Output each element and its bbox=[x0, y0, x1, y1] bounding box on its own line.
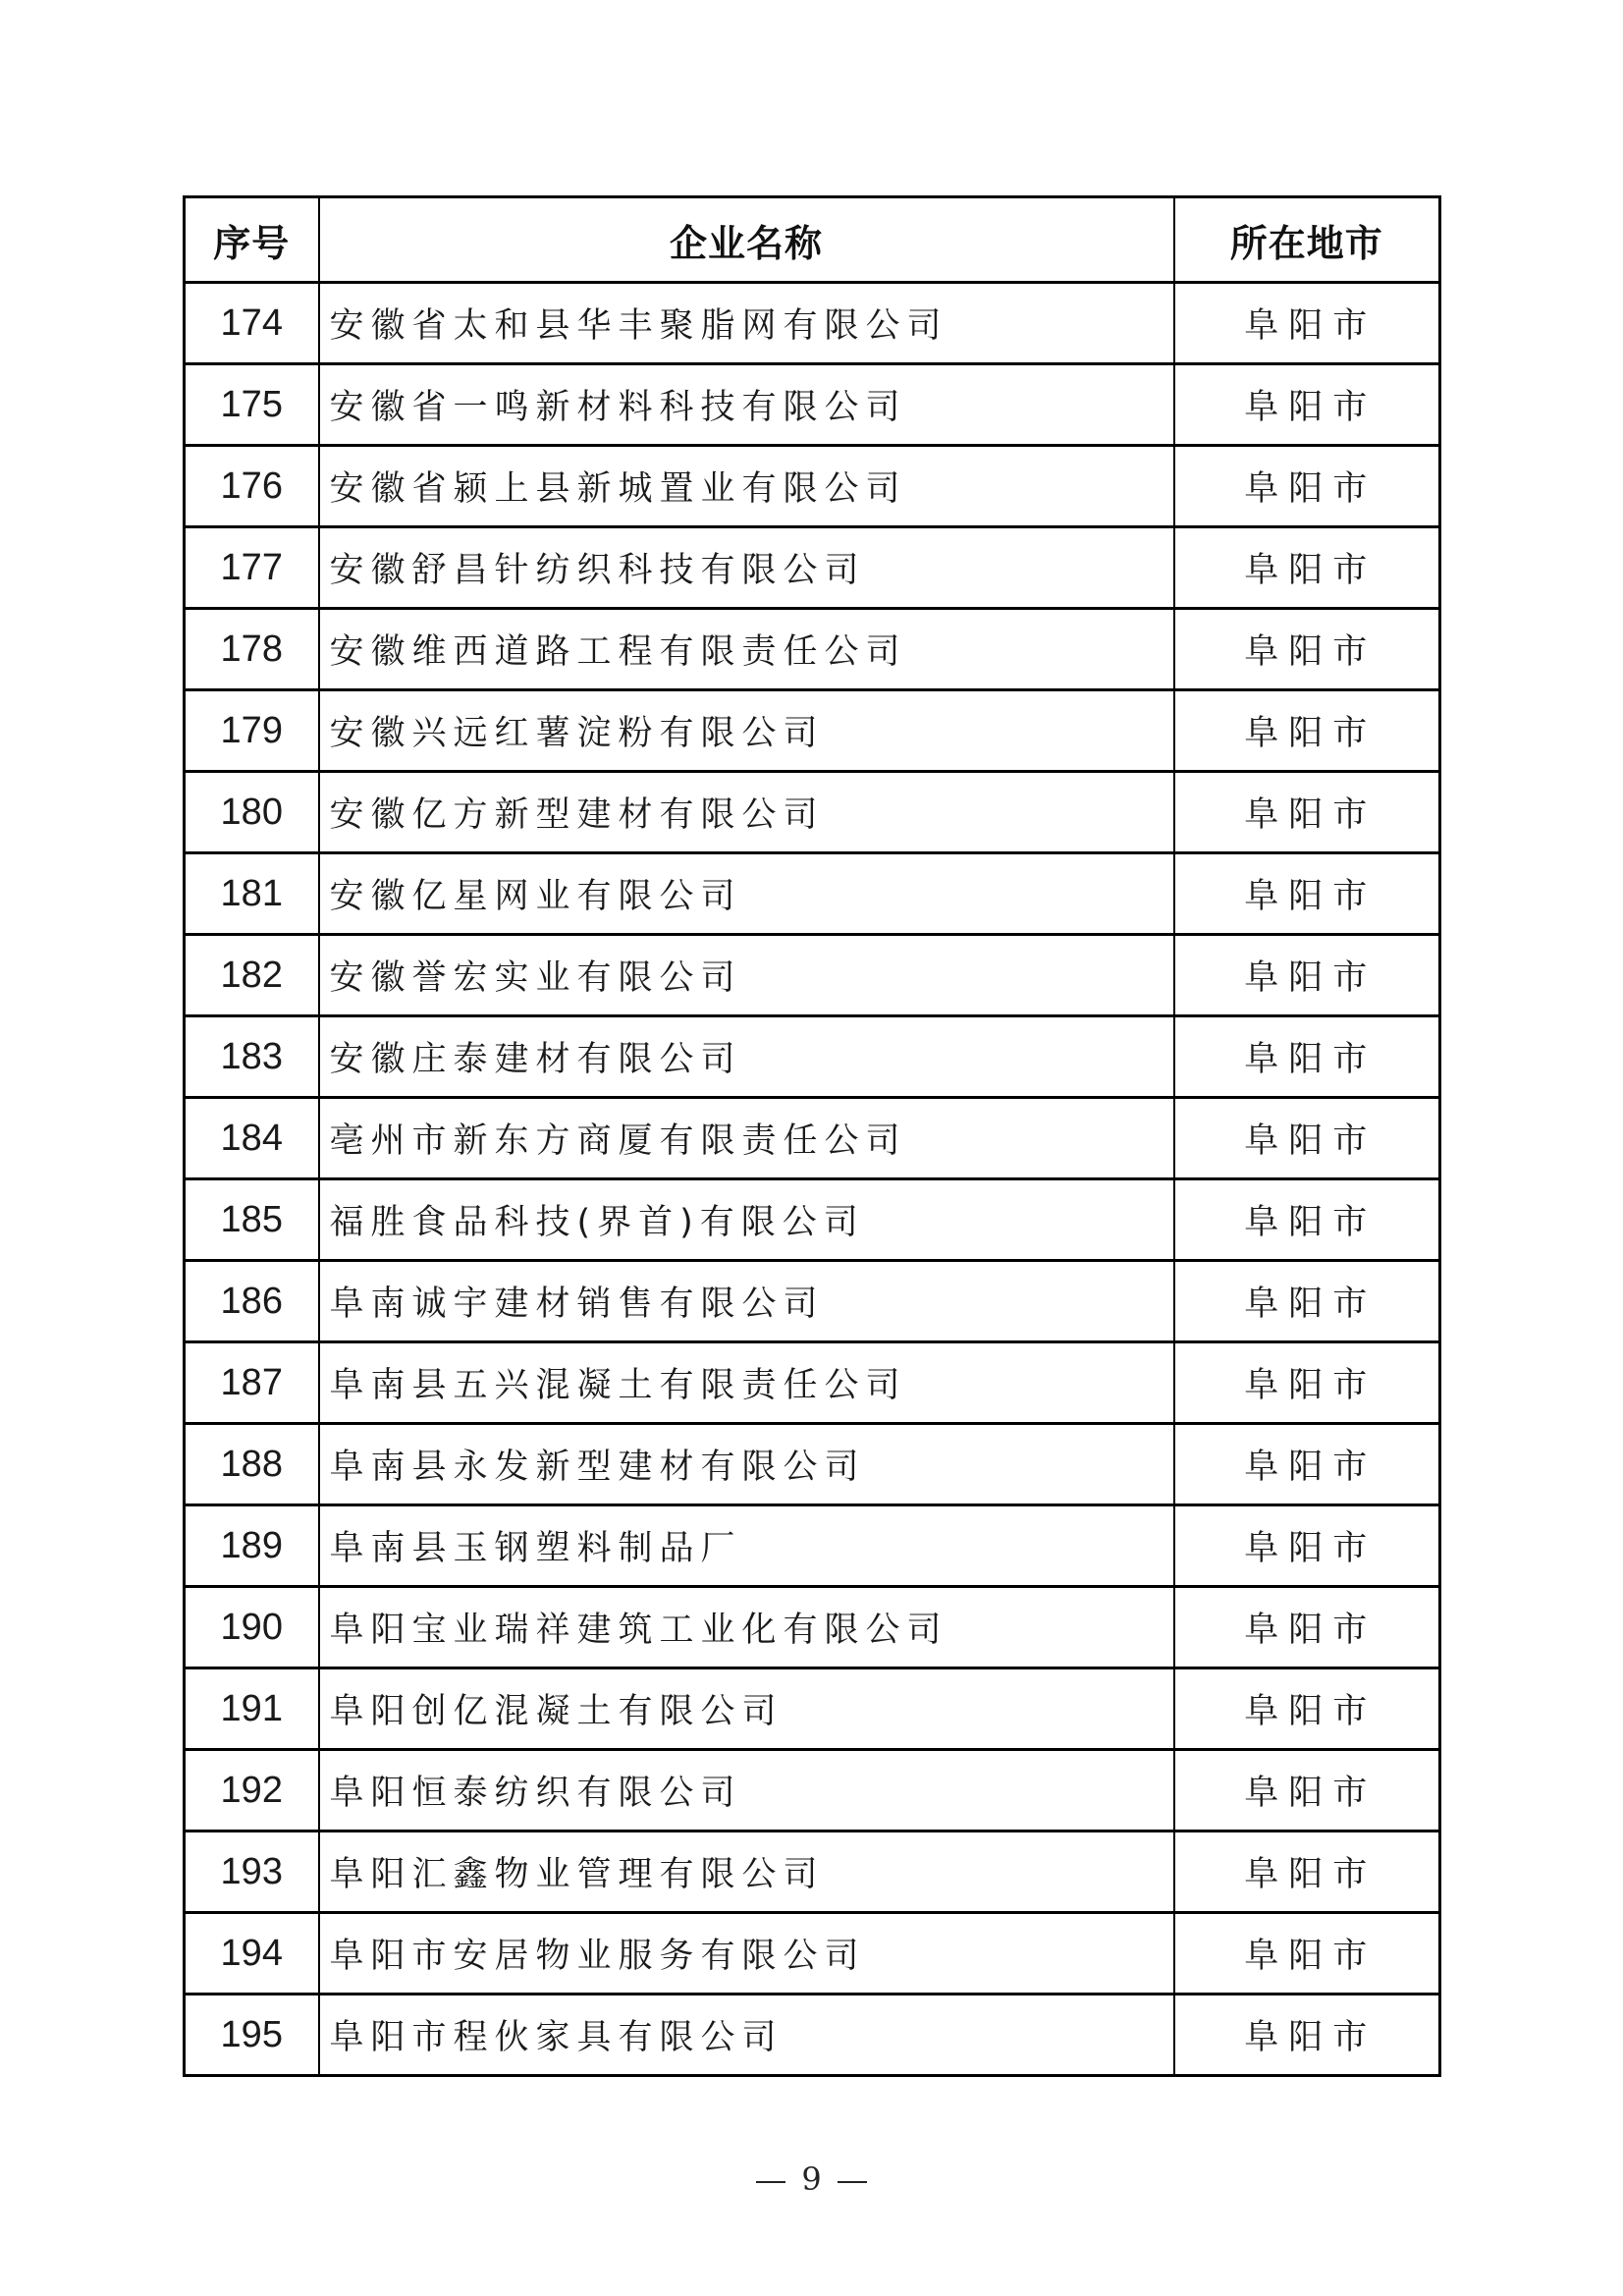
row-company-name: 安徽维西道路工程有限责任公司 bbox=[319, 609, 1174, 690]
row-city: 阜阳市 bbox=[1174, 1424, 1440, 1505]
table-row bbox=[185, 446, 1440, 527]
table-row bbox=[185, 1587, 1440, 1668]
row-company-name: 安徽庄泰建材有限公司 bbox=[319, 1016, 1174, 1098]
row-company-name: 阜南县永发新型建材有限公司 bbox=[319, 1424, 1174, 1505]
table-row bbox=[185, 853, 1440, 935]
row-index: 186 bbox=[185, 1261, 319, 1342]
row-company-name: 安徽亿方新型建材有限公司 bbox=[319, 772, 1174, 853]
table-row bbox=[185, 1179, 1440, 1261]
table-row bbox=[185, 1016, 1440, 1098]
row-index: 179 bbox=[185, 690, 319, 772]
row-index: 180 bbox=[185, 772, 319, 853]
row-city: 阜阳市 bbox=[1174, 1505, 1440, 1587]
table-row bbox=[185, 1424, 1440, 1505]
footer-dash-right bbox=[838, 2181, 867, 2183]
table-row bbox=[185, 609, 1440, 690]
row-index: 194 bbox=[185, 1913, 319, 1995]
row-city: 阜阳市 bbox=[1174, 1995, 1440, 2076]
table-row bbox=[185, 1831, 1440, 1913]
table-row bbox=[185, 1342, 1440, 1424]
row-company-name: 福胜食品科技(界首)有限公司 bbox=[319, 1179, 1174, 1261]
table-row bbox=[185, 1505, 1440, 1587]
table-header-row bbox=[185, 197, 1440, 283]
table-row bbox=[185, 1261, 1440, 1342]
row-city: 阜阳市 bbox=[1174, 772, 1440, 853]
row-city: 阜阳市 bbox=[1174, 283, 1440, 364]
company-list-table bbox=[183, 195, 1441, 2077]
row-index: 182 bbox=[185, 935, 319, 1016]
row-company-name: 阜阳创亿混凝土有限公司 bbox=[319, 1668, 1174, 1750]
row-company-name: 阜阳市程伙家具有限公司 bbox=[319, 1995, 1174, 2076]
row-index: 178 bbox=[185, 609, 319, 690]
table-row bbox=[185, 1913, 1440, 1995]
page-footer bbox=[0, 2160, 1623, 2198]
row-index: 189 bbox=[185, 1505, 319, 1587]
table-row bbox=[185, 283, 1440, 364]
row-city: 阜阳市 bbox=[1174, 1831, 1440, 1913]
row-index: 183 bbox=[185, 1016, 319, 1098]
row-company-name: 阜阳汇鑫物业管理有限公司 bbox=[319, 1831, 1174, 1913]
row-city: 阜阳市 bbox=[1174, 1016, 1440, 1098]
table-row bbox=[185, 1668, 1440, 1750]
row-index: 175 bbox=[185, 364, 319, 446]
row-company-name: 安徽省颍上县新城置业有限公司 bbox=[319, 446, 1174, 527]
row-company-name: 阜南诚宇建材销售有限公司 bbox=[319, 1261, 1174, 1342]
row-company-name: 阜南县玉钢塑料制品厂 bbox=[319, 1505, 1174, 1587]
footer-dash-left bbox=[756, 2181, 785, 2183]
header-company-name: 企业名称 bbox=[319, 197, 1174, 283]
row-city: 阜阳市 bbox=[1174, 1261, 1440, 1342]
row-city: 阜阳市 bbox=[1174, 690, 1440, 772]
row-company-name: 亳州市新东方商厦有限责任公司 bbox=[319, 1098, 1174, 1179]
row-index: 188 bbox=[185, 1424, 319, 1505]
page-number: 9 bbox=[801, 2160, 822, 2198]
row-city: 阜阳市 bbox=[1174, 1913, 1440, 1995]
table-row bbox=[185, 772, 1440, 853]
row-city: 阜阳市 bbox=[1174, 1179, 1440, 1261]
row-company-name: 安徽省一鸣新材料科技有限公司 bbox=[319, 364, 1174, 446]
row-city: 阜阳市 bbox=[1174, 853, 1440, 935]
row-city: 阜阳市 bbox=[1174, 364, 1440, 446]
row-company-name: 阜阳市安居物业服务有限公司 bbox=[319, 1913, 1174, 1995]
row-company-name: 阜阳宝业瑞祥建筑工业化有限公司 bbox=[319, 1587, 1174, 1668]
row-index: 190 bbox=[185, 1587, 319, 1668]
row-company-name: 阜阳恒泰纺织有限公司 bbox=[319, 1750, 1174, 1831]
row-index: 185 bbox=[185, 1179, 319, 1261]
row-index: 174 bbox=[185, 283, 319, 364]
row-city: 阜阳市 bbox=[1174, 1342, 1440, 1424]
row-index: 191 bbox=[185, 1668, 319, 1750]
row-index: 176 bbox=[185, 446, 319, 527]
row-index: 187 bbox=[185, 1342, 319, 1424]
row-index: 184 bbox=[185, 1098, 319, 1179]
row-index: 195 bbox=[185, 1995, 319, 2076]
table-row bbox=[185, 1750, 1440, 1831]
header-city: 所在地市 bbox=[1174, 197, 1440, 283]
row-company-name: 安徽兴远红薯淀粉有限公司 bbox=[319, 690, 1174, 772]
row-company-name: 安徽亿星网业有限公司 bbox=[319, 853, 1174, 935]
row-city: 阜阳市 bbox=[1174, 1098, 1440, 1179]
table-row bbox=[185, 1098, 1440, 1179]
table-row bbox=[185, 1995, 1440, 2076]
table-row bbox=[185, 935, 1440, 1016]
row-company-name: 安徽省太和县华丰聚脂网有限公司 bbox=[319, 283, 1174, 364]
row-index: 192 bbox=[185, 1750, 319, 1831]
row-index: 181 bbox=[185, 853, 319, 935]
row-company-name: 安徽誉宏实业有限公司 bbox=[319, 935, 1174, 1016]
row-city: 阜阳市 bbox=[1174, 1750, 1440, 1831]
row-index: 193 bbox=[185, 1831, 319, 1913]
table-row bbox=[185, 690, 1440, 772]
row-city: 阜阳市 bbox=[1174, 446, 1440, 527]
table-row bbox=[185, 364, 1440, 446]
table-row bbox=[185, 527, 1440, 609]
header-index: 序号 bbox=[185, 197, 319, 283]
row-company-name: 安徽舒昌针纺织科技有限公司 bbox=[319, 527, 1174, 609]
row-index: 177 bbox=[185, 527, 319, 609]
row-city: 阜阳市 bbox=[1174, 609, 1440, 690]
row-city: 阜阳市 bbox=[1174, 1668, 1440, 1750]
row-city: 阜阳市 bbox=[1174, 1587, 1440, 1668]
row-city: 阜阳市 bbox=[1174, 935, 1440, 1016]
row-city: 阜阳市 bbox=[1174, 527, 1440, 609]
row-company-name: 阜南县五兴混凝土有限责任公司 bbox=[319, 1342, 1174, 1424]
